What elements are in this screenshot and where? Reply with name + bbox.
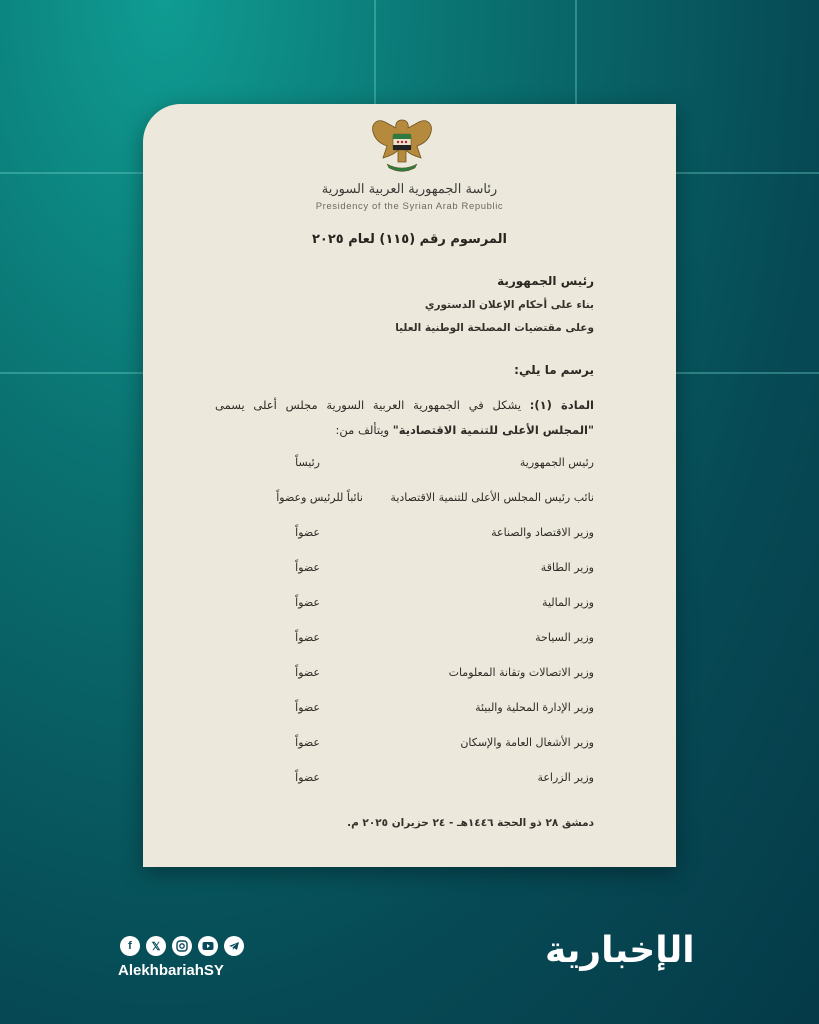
member-row [143,596,676,620]
member-role: عضواً [295,526,320,539]
decree-date: دمشق ٢٨ ذو الحجة ١٤٤٦هـ - ٢٤ حزيران ٢٠٢٥ م. [347,817,594,829]
grid-line [374,0,376,104]
member-role: عضواً [295,701,320,714]
basis-line: بناء على أحكام الإعلان الدستوري [424,299,594,311]
member-row [143,491,676,515]
decree-title: المرسوم رقم (١١٥) لعام ٢٠٢٥ [312,232,507,247]
member-name: رئيس الجمهورية [519,456,594,469]
council-name: "المجلس الأعلى للتنمية الاقتصادية" [392,423,594,437]
social-links [120,936,244,956]
member-name: وزير المالية [542,596,594,609]
grid-line [0,372,143,374]
article-text: ويتألف من: [335,423,393,437]
member-row [143,736,676,760]
member-role: عضواً [295,666,320,679]
president-heading: رئيس الجمهورية [497,274,594,288]
member-row [143,631,676,655]
facebook-icon[interactable]: f [120,936,140,956]
member-row [143,701,676,725]
member-role: عضواً [295,561,320,574]
member-role: عضواً [295,631,320,644]
member-name: وزير الإدارة المحلية والبيئة [475,701,594,714]
grid-line [676,372,819,374]
member-role: عضواً [295,736,320,749]
member-row [143,456,676,480]
syrian-eagle-emblem-icon [367,114,437,176]
basis-line: وعلى مقتضيات المصلحة الوطنية العليا [395,322,594,334]
grid-line [575,0,577,104]
member-name: وزير الطاقة [540,561,594,574]
social-handle: AlekhbariahSY [118,962,224,979]
youtube-icon[interactable] [198,936,218,956]
article-1 [215,393,594,443]
member-role: عضواً [295,771,320,784]
member-name: وزير الاتصالات وتقانة المعلومات [448,666,594,679]
article-label: المادة (١): [529,398,594,412]
member-name: وزير الزراعة [537,771,594,784]
member-row [143,771,676,795]
presidency-title-arabic: رئاسة الجمهورية العربية السورية [321,182,498,197]
alekhbariah-logo: الإخبارية [545,930,695,971]
instagram-icon[interactable] [172,936,192,956]
article-text: يشكل في الجمهورية العربية السورية مجلس أعلى يسمى [215,398,530,412]
x-icon[interactable]: 𝕏 [146,936,166,956]
member-role: نائباً للرئيس وعضواً [276,491,363,504]
telegram-icon[interactable] [224,936,244,956]
member-name: وزير الأشغال العامة والإسكان [460,736,594,749]
member-row [143,666,676,690]
member-row [143,561,676,585]
member-name: وزير السياحة [535,631,594,644]
decree-document [143,104,676,867]
grid-line [0,172,143,174]
member-row [143,526,676,550]
grid-line [676,172,819,174]
member-role: عضواً [295,596,320,609]
presidency-title-english: Presidency of the Syrian Arab Republic [315,201,504,212]
member-name: نائب رئيس المجلس الأعلى للتنمية الاقتصادية [390,491,594,504]
decrees-heading: يرسم ما يلي: [514,363,594,377]
member-role: رئيساً [295,456,320,469]
member-name: وزير الاقتصاد والصناعة [491,526,594,539]
